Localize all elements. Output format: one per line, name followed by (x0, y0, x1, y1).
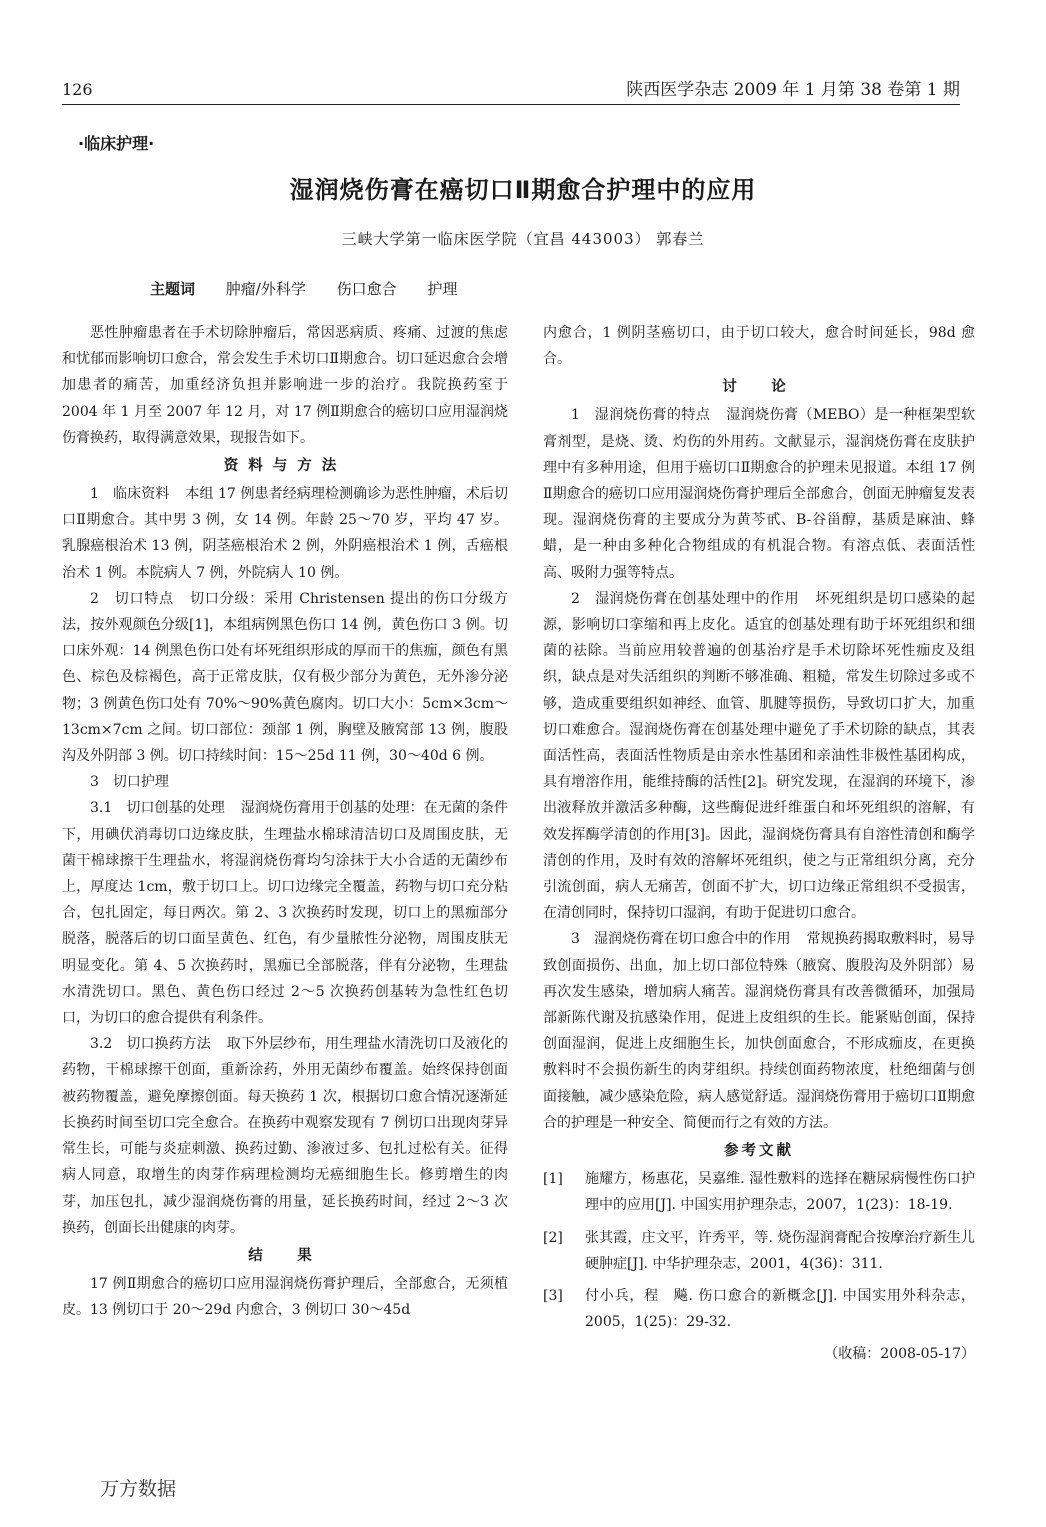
header-rule (62, 104, 960, 105)
article-title: 湿润烧伤膏在癌切口Ⅱ期愈合护理中的应用 (289, 176, 757, 204)
reference-number: [3] (543, 1287, 563, 1304)
results-continued: 内愈合，1 例阴茎癌切口，由于切口较大，愈合时间延长，98d 愈合。 (543, 325, 975, 368)
subsection-title: 3.1 切口创基的处理 (90, 800, 225, 817)
paragraph-text: 取下外层纱布，用生理盐水清洗切口及液化的药物，干棉球擦干创面，重新涂药，外用无菌纱布覆盖。始终保持创面被药物覆盖，避免摩擦创面。每天换药 1 次，根据切口愈合情况逐渐延长换药时间至切口完全愈合。在换药中观察发现有 7 例切口出现肉芽异常生长，可能与炎症刺激、换药过勤、渗液过多、包扎过松有关。征得病人同意，取增生的肉芽作病理检测均无癌细胞生长。修剪增生的肉芽，加压包扎，减少湿润烧伤膏的用量，延长换药时间，经过 2～3 次换药，创面长出健康的肉芽。 (62, 1036, 509, 1236)
reference-text: 张其霞，庄文平，许秀平，等. 烧伤湿润膏配合按摩治疗新生儿硬肿症[J]. 中华护理杂志，2001，4(36)：311. (585, 1229, 975, 1272)
paragraph-text: 湿润烧伤膏（MEBO）是一种框架型软膏剂型，是烧、烫、灼伤的外用药。文献显示，湿润烧伤膏在皮肤护理中有多种用途，但用于癌切口Ⅱ期愈合的护理未见报道。本组 17 例Ⅱ期愈合的癌切口应用湿润烧伤膏护理后全部愈合，创面无肿瘤复发表现。湿润烧伤膏的主要成分为黄芩甙、B-谷甾醇，基质是麻油、蜂蜡，是一种由多种化合物组成的有机混合物。有溶点低、表面活性高、吸附力强等特点。 (543, 407, 975, 581)
keyword: 护理 (427, 280, 458, 298)
keywords-label: 主题词 (150, 280, 196, 298)
reference-item (543, 1166, 975, 1218)
subsection-title: 1 临床资料 (90, 486, 170, 503)
subsection-title: 3 切口护理 (90, 774, 169, 791)
right-column (543, 320, 975, 1368)
subsection-title: 3 湿润烧伤膏在切口愈合中的作用 (571, 931, 791, 948)
journal-citation: 陕西医学杂志 2009 年 1 月第 38 卷第 1 期 (626, 80, 960, 100)
subsection-title: 3.2 切口换药方法 (90, 1036, 211, 1053)
reference-number: [1] (543, 1171, 563, 1188)
intro-paragraph: 恶性肿瘤患者在手术切除肿瘤后，常因恶病质、疼痛、过渡的焦虑和忧郁而影响切口愈合，常会发生手术切口Ⅱ期愈合。切口延迟愈合会增加患者的痛苦，加重经济负担并影响进一步的治疗。我院换药室于 2004 年 1 月至 2007 年 12 月，对 17 例Ⅱ期愈合的癌切口应用湿润烧伤膏换药，取得满意效果，现报告如下。 (62, 325, 508, 446)
paragraph-text: 本组 17 例患者经病理检测确诊为恶性肿瘤，术后切口Ⅱ期愈合。其中男 3 例，女 14 例。年龄 25～70 岁，平均 47 岁。乳腺癌根治术 13 例，阴茎癌根治术 2 例，外阴癌根治术 1 例，舌癌根治术 1 例。本院病人 7 例，外院病人 10 例。 (62, 486, 508, 581)
wound-features-paragraph (62, 586, 508, 769)
wound-care-heading (62, 769, 508, 795)
received-date: （收稿：2008-05-17） (824, 1346, 975, 1363)
paragraph-text: 湿润烧伤膏用于创基的处理：在无菌的条件下，用碘伏消毒切口边缘皮肤，生理盐水棉球清洁切口及周围皮肤，无菌干棉球擦干生理盐水，将湿润烧伤膏均匀涂抹于大小合适的无菌纱布上，厚度达 1cm，敷于切口上。切口边缘完全覆盖，药物与切口充分粘合，包扎固定，每日两次。第 2、3 次换药时发现，切口上的黑痂部分脱落，脱落后的切口面呈黄色、红色，有少量脓性分泌物，周围皮肤无明显变化。第 4、5 次换药时，黑痂已全部脱落，伴有分泌物，生理盐水清洗切口。黑色、黄色伤口经过 2～5 次换药创基转为急性红色切口，为切口的愈合提供有利条件。 (62, 800, 508, 1027)
paragraph-text: 切口分级：采用 Christensen 提出的伤口分级方法，按外观颜色分级[1]，本组病例黑色伤口 14 例，黄色伤口 3 例。切口床外观：14 例黑色伤口处有坏死组织形成的厚而干的焦痂，颜色有黑色、棕色及棕褐色，高于正常皮肤，仅有极少部分为黄色，无外渗分泌物；3 例黄色伤口处有 70%～90%黄色腐肉。切口大小：5cm×3cm～13cm×7cm 之间。切口部位：颈部 1 例，胸壁及腋窝部 13 例，腹股沟及外阴部 3 例。切口持续时间：15～25d 11 例，30～40d 6 例。 (62, 590, 508, 765)
keywords-line (150, 278, 483, 299)
dressing-method-paragraph (62, 1031, 508, 1241)
keyword: 肿瘤/外科学 (225, 280, 306, 298)
reference-text: 付小兵，程 飚. 伤口愈合的新概念[J]. 中国实用外科杂志，2005，1(25)：29-32. (585, 1287, 975, 1331)
running-header (62, 78, 960, 102)
references-heading: 参考文献 (724, 1143, 794, 1160)
discussion-paragraph-3 (543, 926, 975, 1136)
discussion-paragraph-2 (543, 586, 975, 927)
left-column (62, 320, 508, 1323)
paragraph-text: 常规换药揭取敷料时，易导致创面损伤、出血，加上切口部位特殊（腋窝、腹股沟及外阴部）易再次发生感染，增加病人痛苦。湿润烧伤膏具有改善微循环，加强局部新陈代谢及抗感染作用，促进上皮组织的生长。能紧贴创面，保持创面湿润，促进上皮细胞生长，加快创面愈合，不形成痂皮，在更换敷料时不会损伤新生的肉芽组织。持续创面药物浓度，杜绝细菌与创面接触，减少感染危险，病人感觉舒适。湿润烧伤膏用于癌切口Ⅱ期愈合的护理是一种安全、简便而行之有效的方法。 (543, 931, 975, 1131)
author-affiliation: 三峡大学第一临床医学院（宜昌 443003） 郭春兰 (341, 230, 705, 248)
watermark-logo: 万方数据 (100, 1478, 177, 1500)
wound-bed-paragraph (62, 795, 508, 1031)
discussion-paragraph-1 (543, 402, 975, 585)
subsection-title: 1 湿润烧伤膏的特点 (571, 407, 711, 424)
methods-heading: 资料与方法 (223, 458, 347, 475)
page-number: 126 (62, 80, 93, 99)
paragraph-text: 坏死组织是切口感染的起源，影响切口挛缩和再上皮化。适宜的创基处理有助于坏死组织和细菌的祛除。当前应用较普遍的创基治疗是手术切除坏死性痂皮及组织，缺点是对失活组织的判断不够准确、粗糙，常发生切除过多或不够，造成重要组织如神经、血管、肌腱等损伤，导致切口扩大，加重切口难愈合。湿润烧伤膏在创基处理中避免了手术切除的缺点，其表面活性高，表面活性物质是由亲水性基团和亲油性非极性基团构成，具有增溶作用，能维持酶的活性[2]。研究发现，在湿润的环境下，渗出液释放并激活多种酶，这些酶促进纤维蛋白和坏死组织的溶解，有效发挥酶学清创的作用[3]。因此，湿润烧伤膏具有自溶性清创和酶学清创的作用，及时有效的溶解坏死组织，使之与正常组织分离，充分引流创面，病人无痛苦，创面不扩大，切口边缘正常组织不受损害，在清创同时，保持切口湿润，有助于促进切口愈合。 (543, 590, 975, 922)
subsection-title: 2 湿润烧伤膏在创基处理中的作用 (571, 590, 800, 607)
reference-text: 施耀方，杨惠花，吴嘉维. 湿性敷料的选择在糖尿病慢性伤口护理中的应用[J]. 中国实用护理杂志，2007，1(23)：18-19. (585, 1171, 975, 1214)
results-paragraph: 17 例Ⅱ期愈合的癌切口应用湿润烧伤膏护理后，全部愈合，无须植皮。13 例切口于 20～29d 内愈合，3 例切口 30～45d (62, 1275, 508, 1319)
keyword: 伤口愈合 (336, 280, 397, 298)
reference-item (543, 1283, 975, 1335)
section-tag: ·临床护理· (78, 134, 155, 153)
clinical-data-paragraph (62, 481, 508, 586)
reference-item (543, 1225, 975, 1277)
results-heading: 结 果 (248, 1247, 322, 1264)
discussion-heading: 讨 论 (722, 379, 796, 396)
reference-number: [2] (543, 1229, 563, 1246)
subsection-title: 2 切口特点 (90, 590, 174, 607)
